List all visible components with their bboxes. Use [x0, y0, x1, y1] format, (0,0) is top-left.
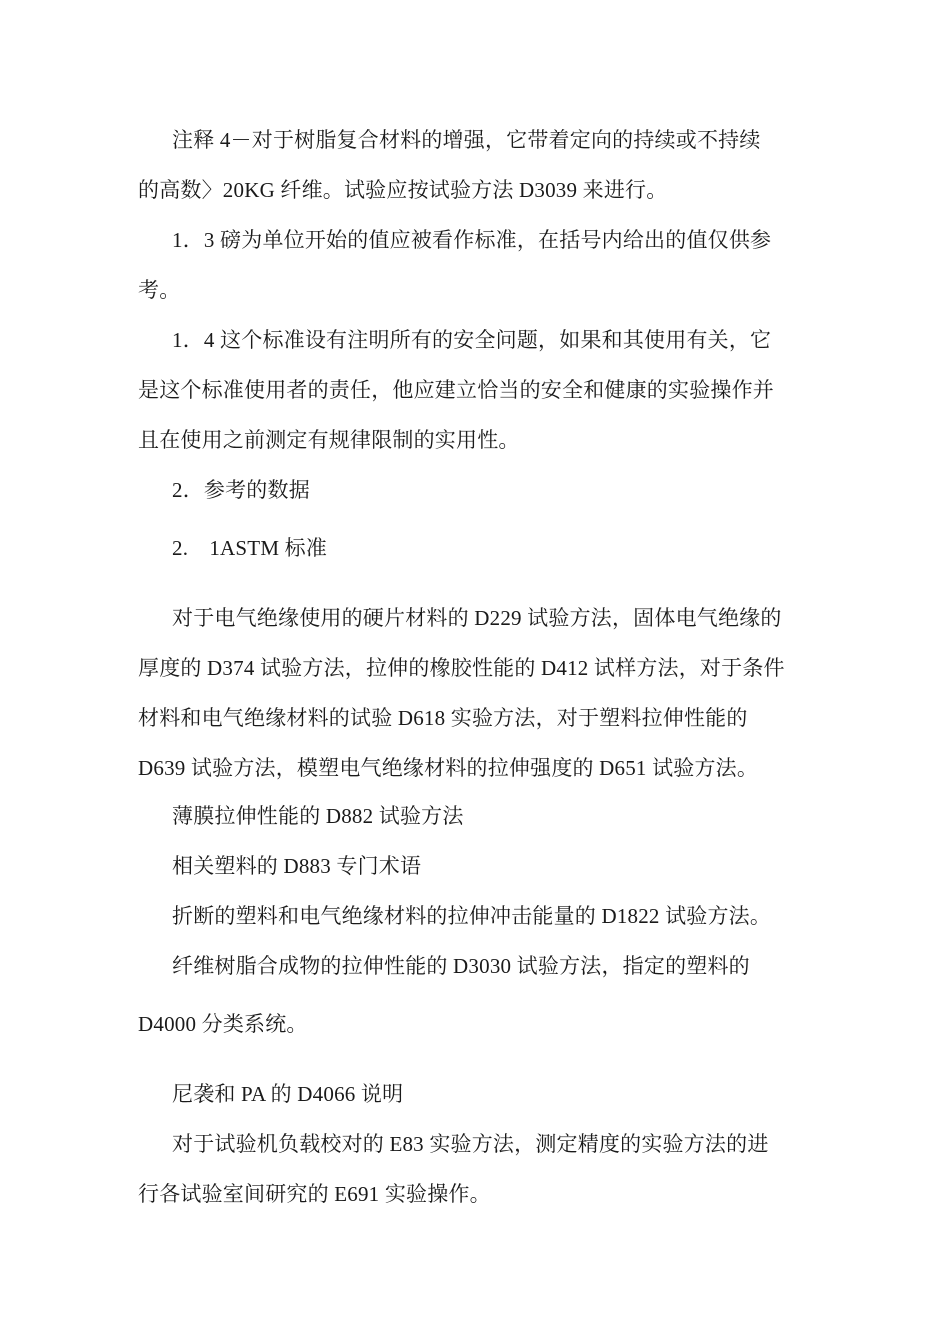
standard-d4066: 尼袭和 PA 的 D4066 说明	[172, 1082, 404, 1106]
section-2-1-heading: 2. 1ASTM 标准	[172, 536, 328, 560]
standard-d883: 相关塑料的 D883 专门术语	[172, 854, 422, 878]
standards-paragraph-line-3: 材料和电气绝缘材料的试验 D618 实验方法，对于塑料拉伸性能的	[138, 706, 748, 730]
standard-d3030-line-1: 纤维树脂合成物的拉伸性能的 D3030 试验方法，指定的塑料的	[172, 954, 750, 978]
section-1-3-line-2: 考。	[138, 278, 181, 302]
standards-paragraph-line-1: 对于电气绝缘使用的硬片材料的 D229 试验方法，固体电气绝缘的	[172, 606, 782, 630]
section-1-3-line-1: 1．3 磅为单位开始的值应被看作标准，在括号内给出的值仅供参	[172, 228, 772, 252]
standard-d882: 薄膜拉伸性能的 D882 试验方法	[172, 804, 464, 828]
note-4-line-2: 的高数〉20KG 纤维。试验应按试验方法 D3039 来进行。	[138, 178, 668, 202]
standard-d3030-line-2: D4000 分类系统。	[138, 1012, 308, 1036]
standards-paragraph-line-2: 厚度的 D374 试验方法，拉伸的橡胶性能的 D412 试样方法，对于条件	[138, 656, 785, 680]
section-2-heading: 2．参考的数据	[172, 478, 310, 502]
section-1-4-line-3: 且在使用之前测定有规律限制的实用性。	[138, 428, 520, 452]
section-1-4-line-2: 是这个标准使用者的责任，他应建立恰当的安全和健康的实验操作并	[138, 378, 774, 402]
note-4-line-1: 注释 4－对于树脂复合材料的增强，它带着定向的持续或不持续	[172, 128, 761, 152]
standard-e83-line-1: 对于试验机负载校对的 E83 实验方法，测定精度的实验方法的进	[172, 1132, 769, 1156]
section-1-4-line-1: 1．4 这个标准设有注明所有的安全问题，如果和其使用有关，它	[172, 328, 772, 352]
standards-paragraph-line-4: D639 试验方法，模塑电气绝缘材料的拉伸强度的 D651 试验方法。	[138, 756, 759, 780]
standard-e83-line-2: 行各试验室间研究的 E691 实验操作。	[138, 1182, 491, 1206]
standard-d1822: 折断的塑料和电气绝缘材料的拉伸冲击能量的 D1822 试验方法。	[172, 904, 772, 928]
